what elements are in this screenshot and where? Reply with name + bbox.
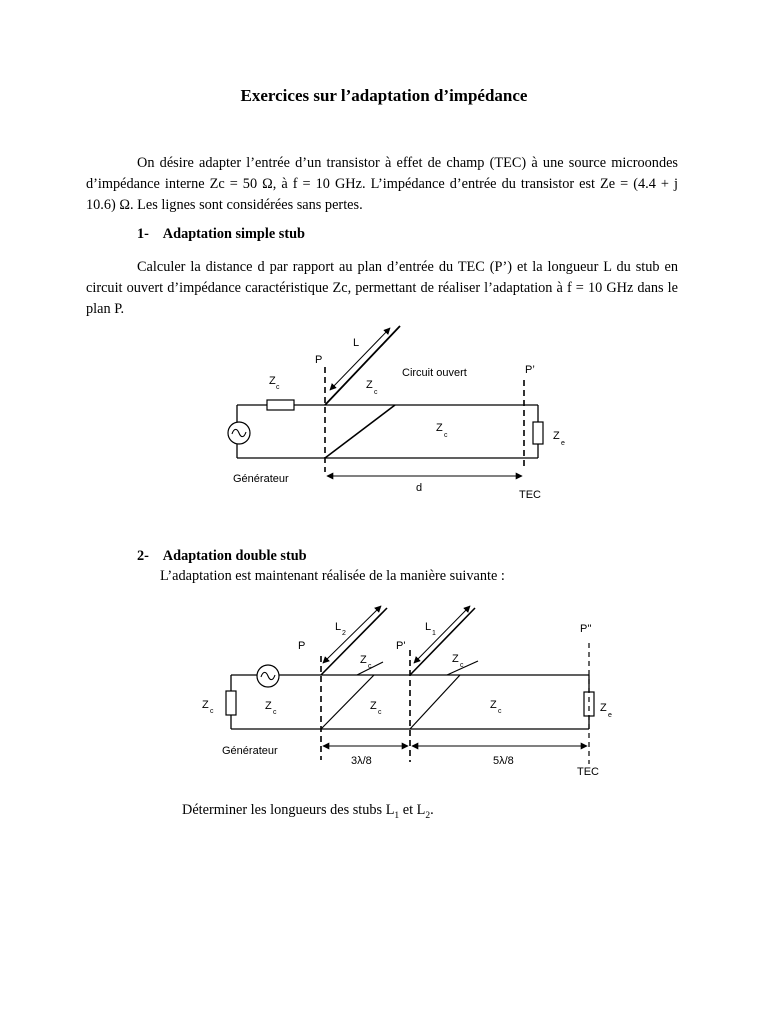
line-diagonal <box>325 405 395 458</box>
question-sub1: 1 <box>394 810 400 821</box>
label-zc-source-2-sub: c <box>210 708 214 715</box>
stub-line <box>325 326 400 405</box>
label-generator: Générateur <box>233 473 289 485</box>
section-1-number: 1- <box>137 226 149 242</box>
question-sub2: 2 <box>425 810 431 821</box>
section-2-number: 2- <box>137 548 149 564</box>
line-diagonal-2 <box>410 675 460 729</box>
resistor-zc-2 <box>226 691 236 715</box>
final-question <box>182 802 434 821</box>
label-zc-stub1-sub: c <box>460 662 464 669</box>
label-zc-gen-sub: c <box>273 709 277 716</box>
line-diagonal-1 <box>321 675 374 729</box>
label-open-circuit: Circuit ouvert <box>402 367 467 379</box>
section-2-paragraph: L’adaptation est maintenant réalisée de la manière suivante : <box>160 568 505 584</box>
stub-l1-length-arrow <box>414 606 470 663</box>
label-zc-seg1: Z <box>370 700 377 712</box>
intro-paragraph: On désire adapter l’entrée d’un transistor à effet de champ (TEC) à une source microondes d’impédance interne Zc = 50 Ω, à f = 10 GHz. L’impédance d’entrée du transistor est Ze = (4.4 + j 10.6) Ω. Les lignes sont considérées sans pertes. <box>86 155 678 213</box>
label-zc-stub1: Z <box>452 653 459 665</box>
sine-wave-icon-2 <box>261 672 275 679</box>
label-ze: Z <box>553 430 560 442</box>
label-3l8: 3λ/8 <box>351 755 372 767</box>
label-tec-2: TEC <box>577 766 599 778</box>
label-ze-2: Z <box>600 702 607 714</box>
label-l1: L <box>425 621 432 633</box>
label-zc-gen: Z <box>265 700 272 712</box>
label-ze-sub: e <box>561 440 565 447</box>
label-generator-2: Générateur <box>222 745 278 757</box>
label-p: P <box>315 354 323 366</box>
label-zc-line: Z <box>436 422 443 434</box>
question-prefix: Déterminer les longueurs des stubs L <box>182 802 395 818</box>
resistor-zc <box>267 400 294 410</box>
label-ze-2-sub: e <box>608 712 612 719</box>
label-zc-stub2-sub: c <box>368 663 372 670</box>
double-stub-diagram <box>226 606 594 764</box>
label-p-2: P <box>298 640 306 652</box>
question-middle: et L <box>399 802 426 818</box>
label-zc-source: Z <box>269 375 276 387</box>
label-l: L <box>353 337 360 349</box>
stub-l2-length-arrow <box>323 606 381 663</box>
label-zc-source-2: Z <box>202 699 209 711</box>
label-zc-seg1-sub: c <box>378 709 382 716</box>
label-5l8: 5λ/8 <box>493 755 514 767</box>
label-zc-stub: Z <box>366 379 373 391</box>
sine-wave-icon <box>232 429 246 436</box>
load-ze-2 <box>584 692 594 716</box>
section-2-title: Adaptation double stub <box>162 548 307 564</box>
label-pprime-2: P' <box>396 640 406 652</box>
label-zc-source-sub: c <box>276 384 280 391</box>
page-title: Exercices sur l’adaptation d’impédance <box>240 86 528 105</box>
label-d: d <box>416 482 423 494</box>
load-ze <box>533 422 543 444</box>
label-zc-seg2-sub: c <box>498 708 502 715</box>
label-zc-line-sub: c <box>444 432 448 439</box>
label-l2-sub: 2 <box>342 630 346 637</box>
label-l2: L <box>335 621 342 633</box>
single-stub-diagram <box>228 326 543 476</box>
section-1-title: Adaptation simple stub <box>162 226 306 242</box>
label-pprime: P’ <box>525 364 535 376</box>
stub-l1 <box>410 608 475 675</box>
stub-length-arrow <box>330 328 390 390</box>
label-zc-seg2: Z <box>490 699 497 711</box>
question-suffix: . <box>430 802 434 818</box>
label-psecond: P'' <box>580 623 592 635</box>
label-zc-stub-sub: c <box>374 389 378 396</box>
double-stub-labels <box>202 621 612 778</box>
label-l1-sub: 1 <box>432 630 436 637</box>
section-1-paragraph: Calculer la distance d par rapport au plan d’entrée du TEC (P’) et la longueur L du stub en circuit ouvert d’impédance caractéristique Zc, permettant de réaliser l’adaptation à f = 10 GHz dans le plan P. <box>86 259 678 317</box>
label-tec: TEC <box>519 489 541 501</box>
label-zc-stub2: Z <box>360 654 367 666</box>
